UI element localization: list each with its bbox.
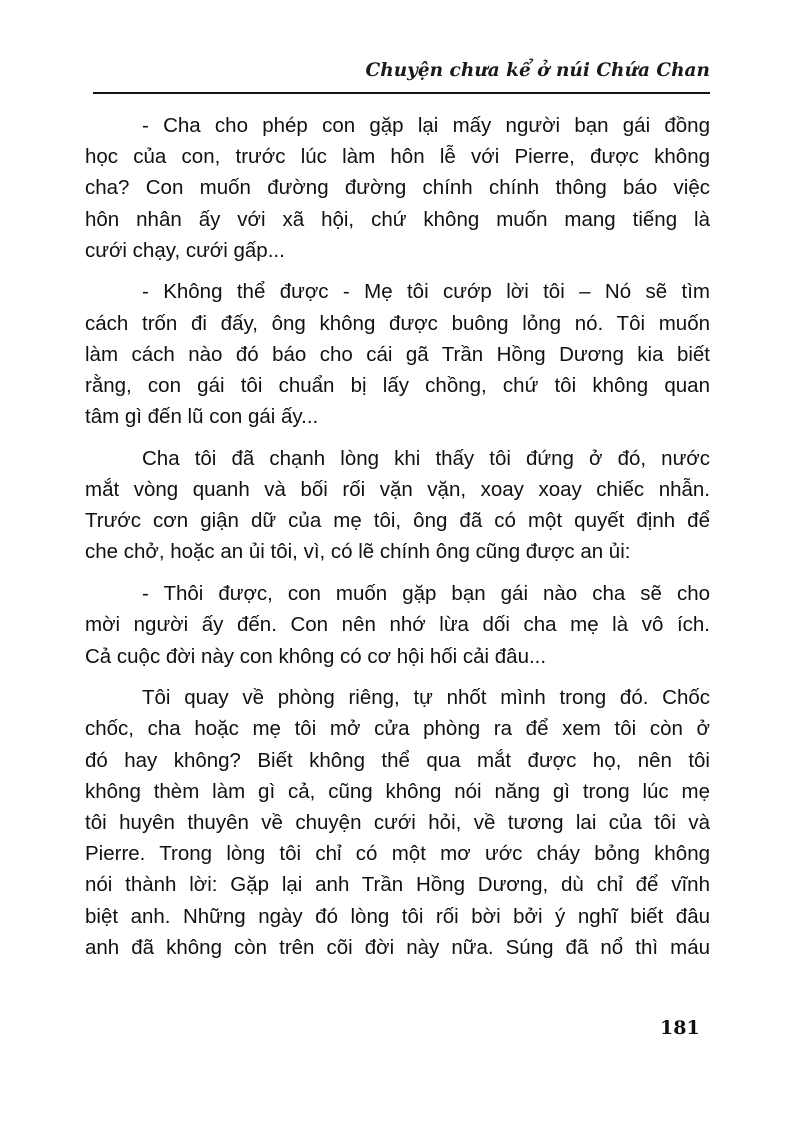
text-line: mời người ấy đến. Con nên nhớ lừa dối cha mẹ là vô ích. (85, 613, 710, 637)
body-text (85, 110, 710, 973)
text-line: cách trốn đi đấy, ông không được buông lỏng nó. Tôi muốn (85, 311, 710, 335)
text-line: Trước cơn giận dữ của mẹ tôi, ông đã có một quyết định để (85, 509, 710, 533)
running-header: Chuyện chưa kể ở núi Chứa Chan (365, 60, 710, 81)
paragraph (85, 276, 710, 432)
paragraph (85, 578, 710, 672)
text-line: Pierre. Trong lòng tôi chỉ có một mơ ước cháy bỏng không (85, 842, 710, 866)
paragraph (85, 682, 710, 963)
text-line: làm cách nào đó báo cho cái gã Trần Hồng Dương kia biết (85, 342, 710, 366)
text-line: che chở, hoặc an ủi tôi, vì, có lẽ chính ông cũng được an ủi: (85, 540, 631, 564)
text-line: tâm gì đến lũ con gái ấy... (85, 405, 319, 429)
paragraph (85, 443, 710, 568)
text-line: - Cha cho phép con gặp lại mấy người bạn gái đồng (142, 114, 710, 137)
text-line: anh đã không còn trên cõi đời này nữa. Súng đã nổ thì máu (85, 935, 710, 959)
text-line: - Không thể được - Mẹ tôi cướp lời tôi – Nó sẽ tìm (142, 280, 710, 304)
text-line: - Thôi được, con muốn gặp bạn gái nào cha sẽ cho (142, 582, 710, 606)
text-line: Tôi quay về phòng riêng, tự nhốt mình trong đó. Chốc (142, 686, 710, 710)
text-line: mắt vòng quanh và bối rối vặn vặn, xoay xoay chiếc nhẫn. (85, 478, 710, 502)
text-line: đó hay không? Biết không thể qua mắt được họ, nên tôi (85, 748, 710, 772)
text-line: không thèm làm gì cả, cũng không nói năng gì trong lúc mẹ (85, 779, 710, 803)
text-line: học của con, trước lúc làm hôn lễ với Pierre, được không (85, 145, 710, 169)
text-line: cưới chạy, cưới gấp... (85, 238, 285, 262)
page-number: 181 (660, 1017, 700, 1039)
text-line: Cả cuộc đời này con không có cơ hội hối cải đâu... (85, 644, 547, 668)
text-line: biệt anh. Những ngày đó lòng tôi rối bời bởi ý nghĩ biết đâu (85, 904, 710, 928)
text-line: chốc, cha hoặc mẹ tôi mở cửa phòng ra để xem tôi còn ở (85, 717, 710, 741)
text-line: Cha tôi đã chạnh lòng khi thấy tôi đứng ở đó, nước (142, 446, 710, 470)
paragraph (85, 110, 710, 266)
text-line: cha? Con muốn đường đường chính chính thông báo việc (85, 176, 710, 200)
header-rule (93, 92, 710, 94)
text-line: nói thành lời: Gặp lại anh Trần Hồng Dương, dù chỉ để vĩnh (85, 873, 710, 897)
text-line: tôi huyên thuyên về chuyện cưới hỏi, về tương lai của tôi và (85, 810, 710, 834)
text-line: hôn nhân ấy với xã hội, chứ không muốn mang tiếng là (85, 207, 710, 231)
text-line: rằng, con gái tôi chuẩn bị lấy chồng, chứ tôi không quan (85, 374, 710, 397)
